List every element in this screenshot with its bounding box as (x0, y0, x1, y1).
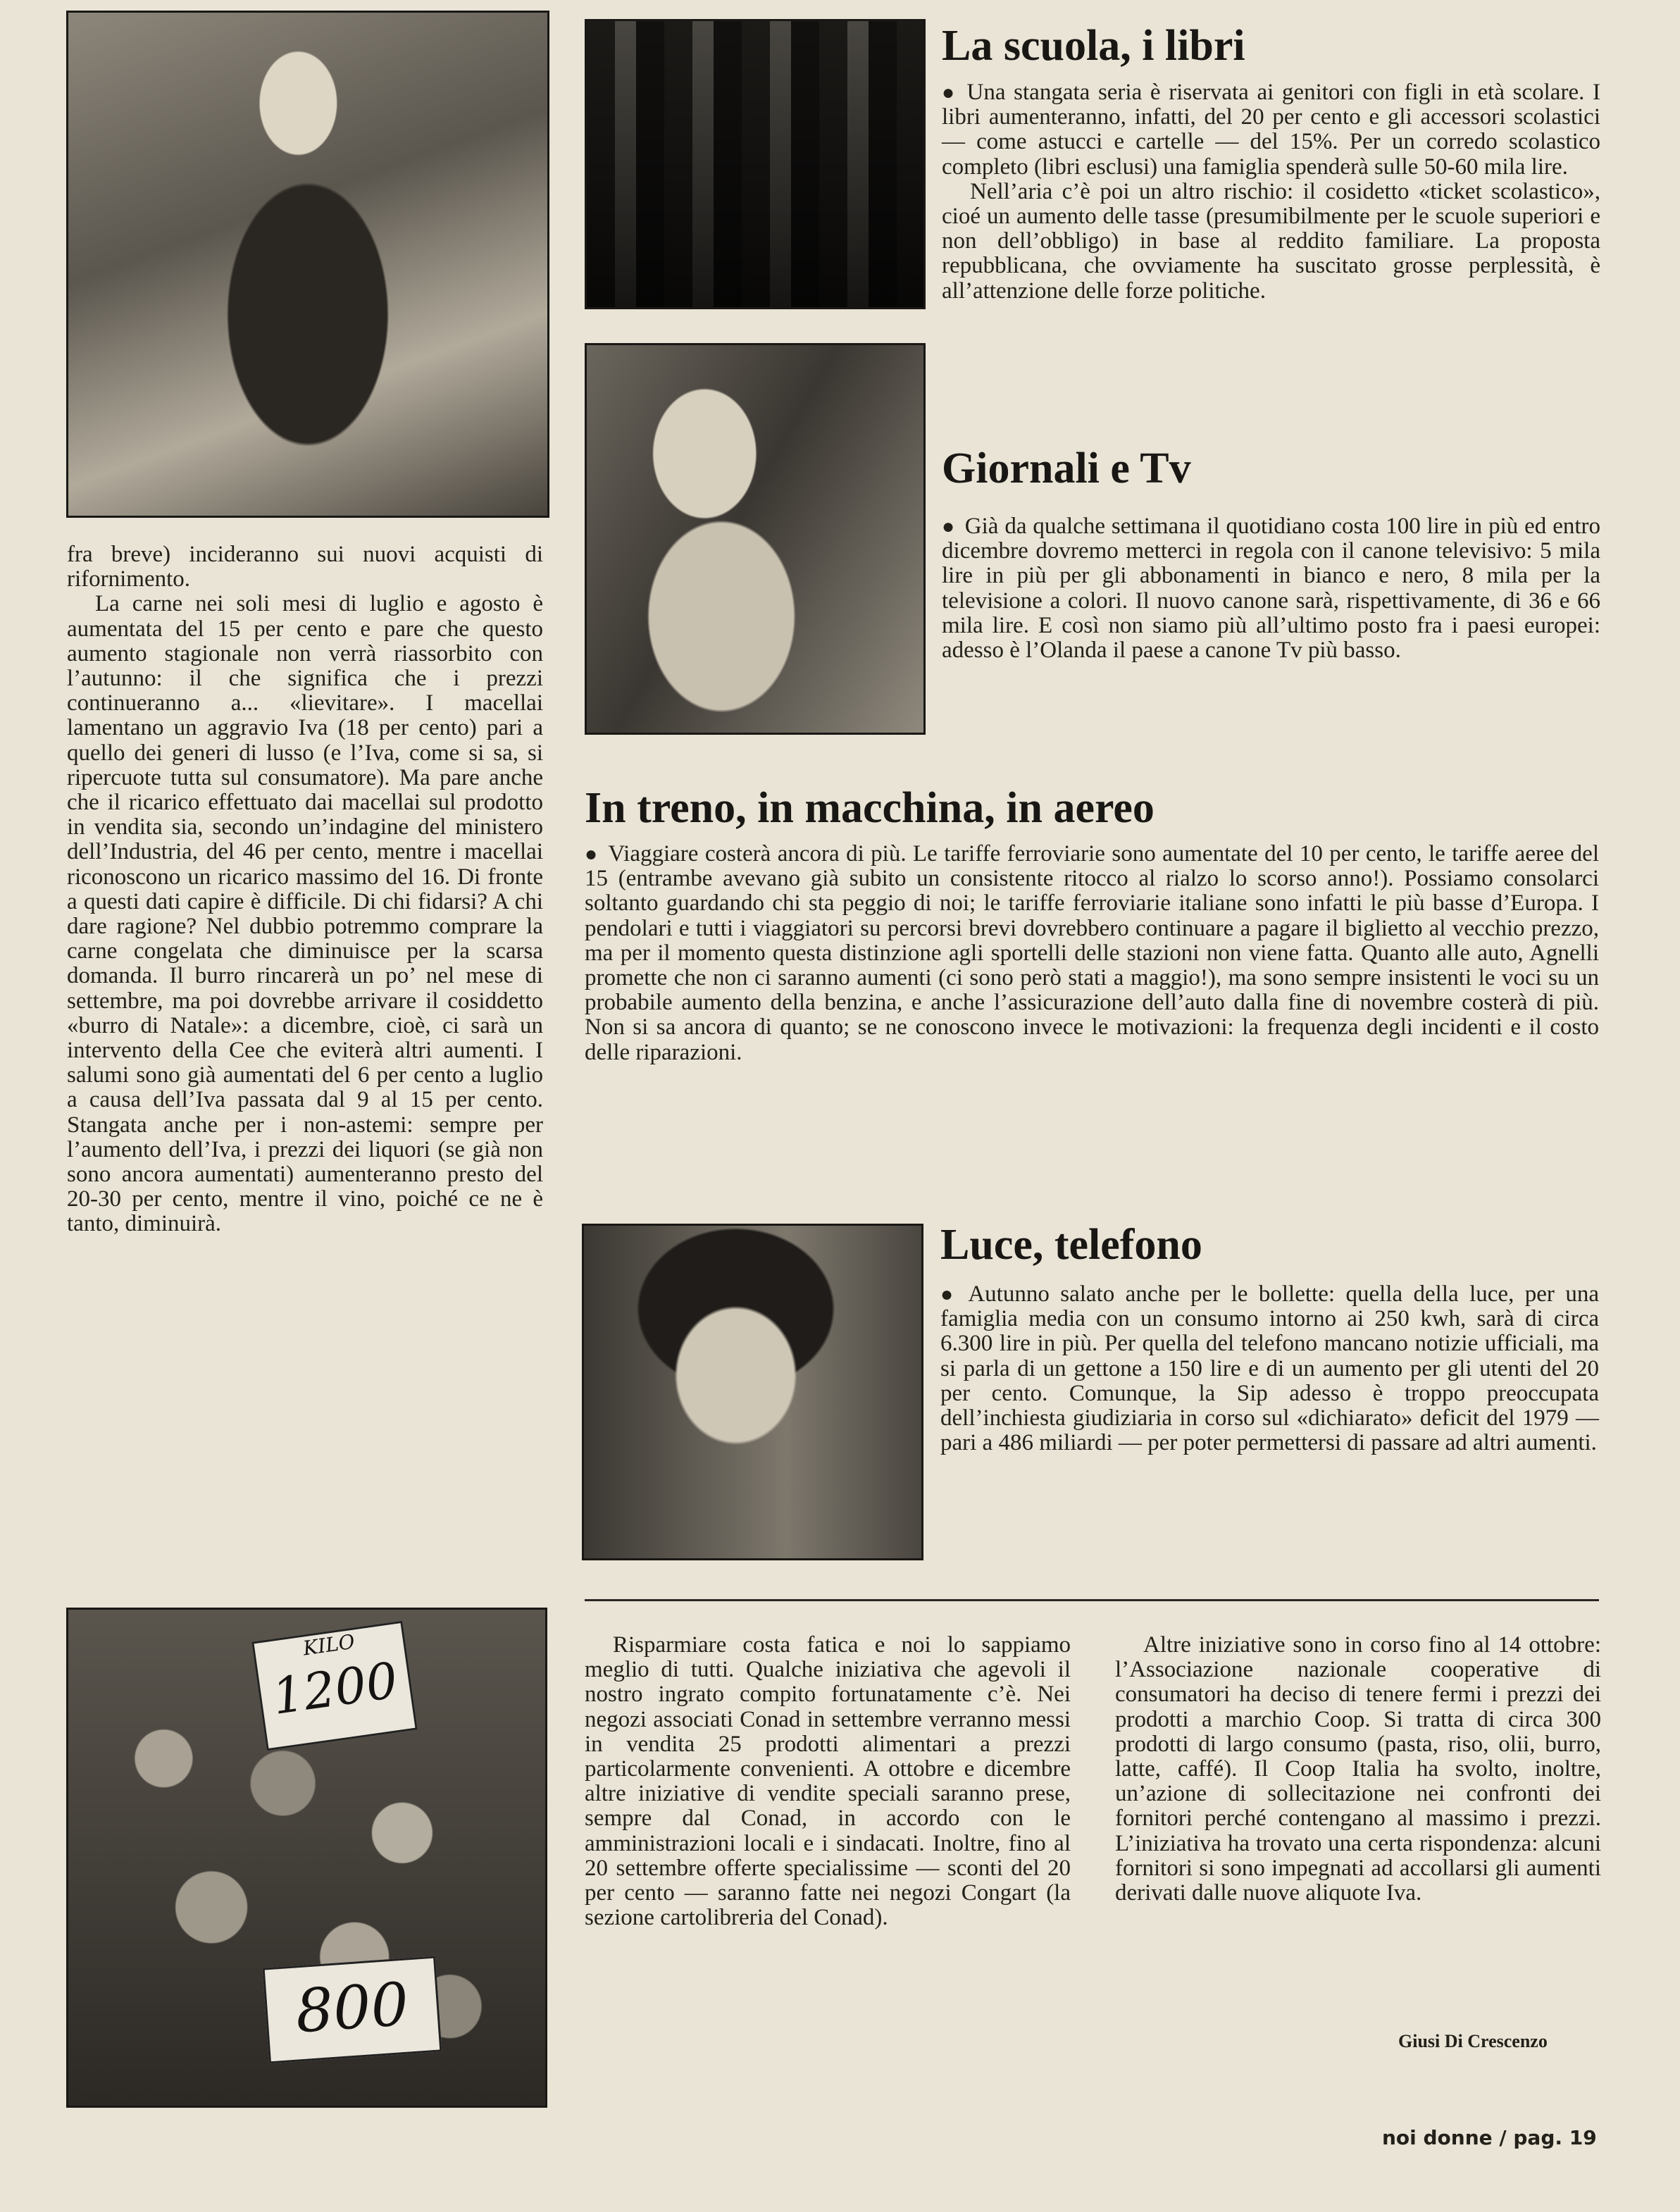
scuola-paragraph-2: Nell’aria c’è poi un altro rischio: il cosidetto «ticket scolastico», cioé un aumento delle tasse (presumibilmente per le scuole superiori e non dell’obbligo) in base al reddito familiare. La proposta repubblicana, che ovviamente ha suscitato grosse perplessità, è all’attenzione delle forze politiche. (942, 178, 1600, 304)
left-paragraph-1: fra breve) incideranno sui nuovi acquisti di rifornimento. (67, 542, 543, 592)
bottom-column-1 (585, 1633, 1071, 1930)
price-sign-value: 1200 (268, 1651, 402, 1726)
section-scuola-text (942, 80, 1600, 304)
magazine-name: noi donne (1382, 2126, 1493, 2149)
bottom-paragraph-1: Risparmiare costa fatica e noi lo sappiamo meglio di tutti. Qualche iniziativa che agevoli il nostro ingrato compito fortunatamente c’è. Nei negozi associati Conad in settembre verranno messi in vendita 25 prodotti alimentari a prezzi particolarmente convenienti. A ottobre e dicembre altre iniziative di vendite speciali saranno prese, sempre dal Conad, in accordo con le amministrazioni locali e i sindacati. Inoltre, fino al 20 settembre offerte specialissime — sconti del 20 per cento — saranno fatte nei negozi Congart (la sezione cartolibreria del Conad). (585, 1632, 1071, 1931)
section-title-luce: Luce, telefono (940, 1221, 1202, 1269)
page-number: / pag. 19 (1499, 2126, 1597, 2149)
bullet-icon: ● (940, 1283, 959, 1306)
author-byline: Giusi Di Crescenzo (1398, 2031, 1548, 2051)
section-luce-text (940, 1282, 1599, 1455)
luce-paragraph-1: Autunno salato anche per le bollette: quella della luce, per una famiglia media con un consumo intorno ai 250 kwh, sarà di circa 6.300 lire in più. Per quella del telefono mancano notizie ufficiali, ma si parla di un gettone a 150 lire e di un aumento per gli utenti del 20 per cento. Comunque, la Sip adesso è troppo preoccupata dell’inchiesta giudiziaria in corso sul «dichiarato» deficit del 1979 — pari a 486 miliardi — per poter permettersi di passare ad altri aumenti. (940, 1281, 1599, 1456)
bottom-paragraph-2: Altre iniziative sono in corso fino al 14 ottobre: l’Associazione nazionale cooperative di consumatori ha deciso di tenere fermi i prezzi dei prodotti a marchio Coop. Si tratta di circa 300 prodotti di largo consumo (pasta, riso, olii, burro, latte, caffé). Il Coop Italia ha svolto, inoltre, un’azione di sollecitazione nei confronti dei fornitori perché contengano al massimo i prezzi. L’iniziativa ha trovato una certa rispondenza: alcuni fornitori si sono impegnati ad accollarsi gli aumenti derivati dalle nuove aliquote Iva. (1115, 1632, 1601, 1906)
price-sign-800 (263, 1956, 442, 2064)
scuola-paragraph-1: Una stangata seria è riservata ai genitori con figli in età scolare. I libri aumenteranno, infatti, del 20 per cento e gli accessori scolastici — come astucci e cartelle — del 15%. Per un corredo scolastico completo (libri esclusi) una famiglia spenderà sulle 50-60 mila lire. (942, 80, 1600, 180)
photo-woman-market (585, 343, 926, 735)
bullet-icon: ● (585, 843, 599, 866)
left-column-text (67, 542, 543, 1237)
photo-shopper-cart (66, 11, 549, 518)
giornali-paragraph-1: Già da qualche settimana il quotidiano costa 100 lire in più ed entro dicembre dovremo metterci in regola con il canone televisivo: 5 mila lire in più per gli abbonamenti in bianco e nero, 8 mila per la televisione a colori. Il nuovo canone sarà, rispettivamente, di 36 e 66 mila lire. E così non siamo più all’ultimo posto fra i paesi europei: adesso è l’Olanda il paese a canone Tv più basso. (942, 514, 1601, 664)
section-treno-text (585, 842, 1599, 1065)
bullet-icon: ● (942, 515, 955, 538)
section-giornali-text (942, 514, 1600, 663)
page-footer (1382, 2126, 1597, 2149)
photo-woman-phone (582, 1224, 923, 1560)
treno-paragraph-1: Viaggiare costerà ancora di più. Le tariffe ferroviarie sono aumentate del 10 per cento, le tariffe aeree del 15 (entrambe avevano già subito un consistente ritocco al rialzo lo scorso anno!). Possiamo consolarci soltanto guardando chi sta peggio di noi; le tariffe ferroviarie italiane sono infatti le più basse d’Europa. I pendolari e tutti i viaggiatori su percorsi brevi dovrebbero continuare a pagare il biglietto al vecchio prezzo, ma per il momento questa distinzione agli sportelli delle stazioni non viene fatta. Quanto alle auto, Agnelli promette che non ci saranno aumenti (ci sono però stati a maggio!), ma sono sempre insistenti le voci su un probabile aumento della benzina, e anche l’assicurazione dell’auto dalla fine di novembre costerà di più. Non si sa ancora di quanto; se ne conoscono invece le motivazioni: la frequenza degli incidenti e il costo delle riparazioni. (585, 841, 1599, 1065)
photo-bookstore (585, 19, 926, 309)
section-title-giornali: Giornali e Tv (942, 445, 1191, 492)
photo-peaches-market (66, 1608, 547, 2108)
bullet-icon: ● (942, 81, 957, 104)
section-title-scuola: La scuola, i libri (942, 22, 1245, 70)
bottom-column-2 (1115, 1633, 1601, 1906)
price-sign-value-2: 800 (293, 1969, 411, 2046)
section-title-treno: In treno, in macchina, in aereo (585, 784, 1155, 832)
price-sign-1200 (251, 1621, 418, 1751)
divider-rule (585, 1599, 1599, 1601)
left-paragraph-2: La carne nei soli mesi di luglio e agosto è aumentata del 15 per cento e pare che questo aumento stagionale non verrà riassorbito con l’autunno: il che significa che i prezzi continueranno a... «lievitare». I macellai lamentano un aggravio Iva (18 per cento) pari a quello dei generi di lusso (e l’Iva, come si sa, si ripercuote tutta sul consumatore). Ma pare anche che il ricarico effettuato dai macellai sul prodotto in vendita sia, secondo un’indagine del ministero dell’Industria, del 46 per cento, mentre i macellai riconoscono un ricarico massimo del 16. Di fronte a questi dati capire è difficile. Di chi fidarsi? A chi dare ragione? Nel dubbio potremmo comprare la carne congelata che diminuisce per la scarsa domanda. Il burro rincarerà un po’ nel mese di settembre, ma poi dovrebbe arrivare il cosiddetto «burro di Natale»: a dicembre, cioè, ci sarà un intervento della Cee che eviterà altri aumenti. I salumi sono già aumentati del 6 per cento a luglio a causa dell’Iva passata dal 9 al 15 per cento. Stangata anche per i non-astemi: sempre per l’aumento dell’Iva, i prezzi dei liquori (se già non sono ancora aumentati) aumenteranno presto del 20-30 per cento, mentre il vino, poiché ce ne è tanto, diminuirà. (67, 591, 543, 1237)
price-sign-unit: KILO (301, 1629, 356, 1660)
